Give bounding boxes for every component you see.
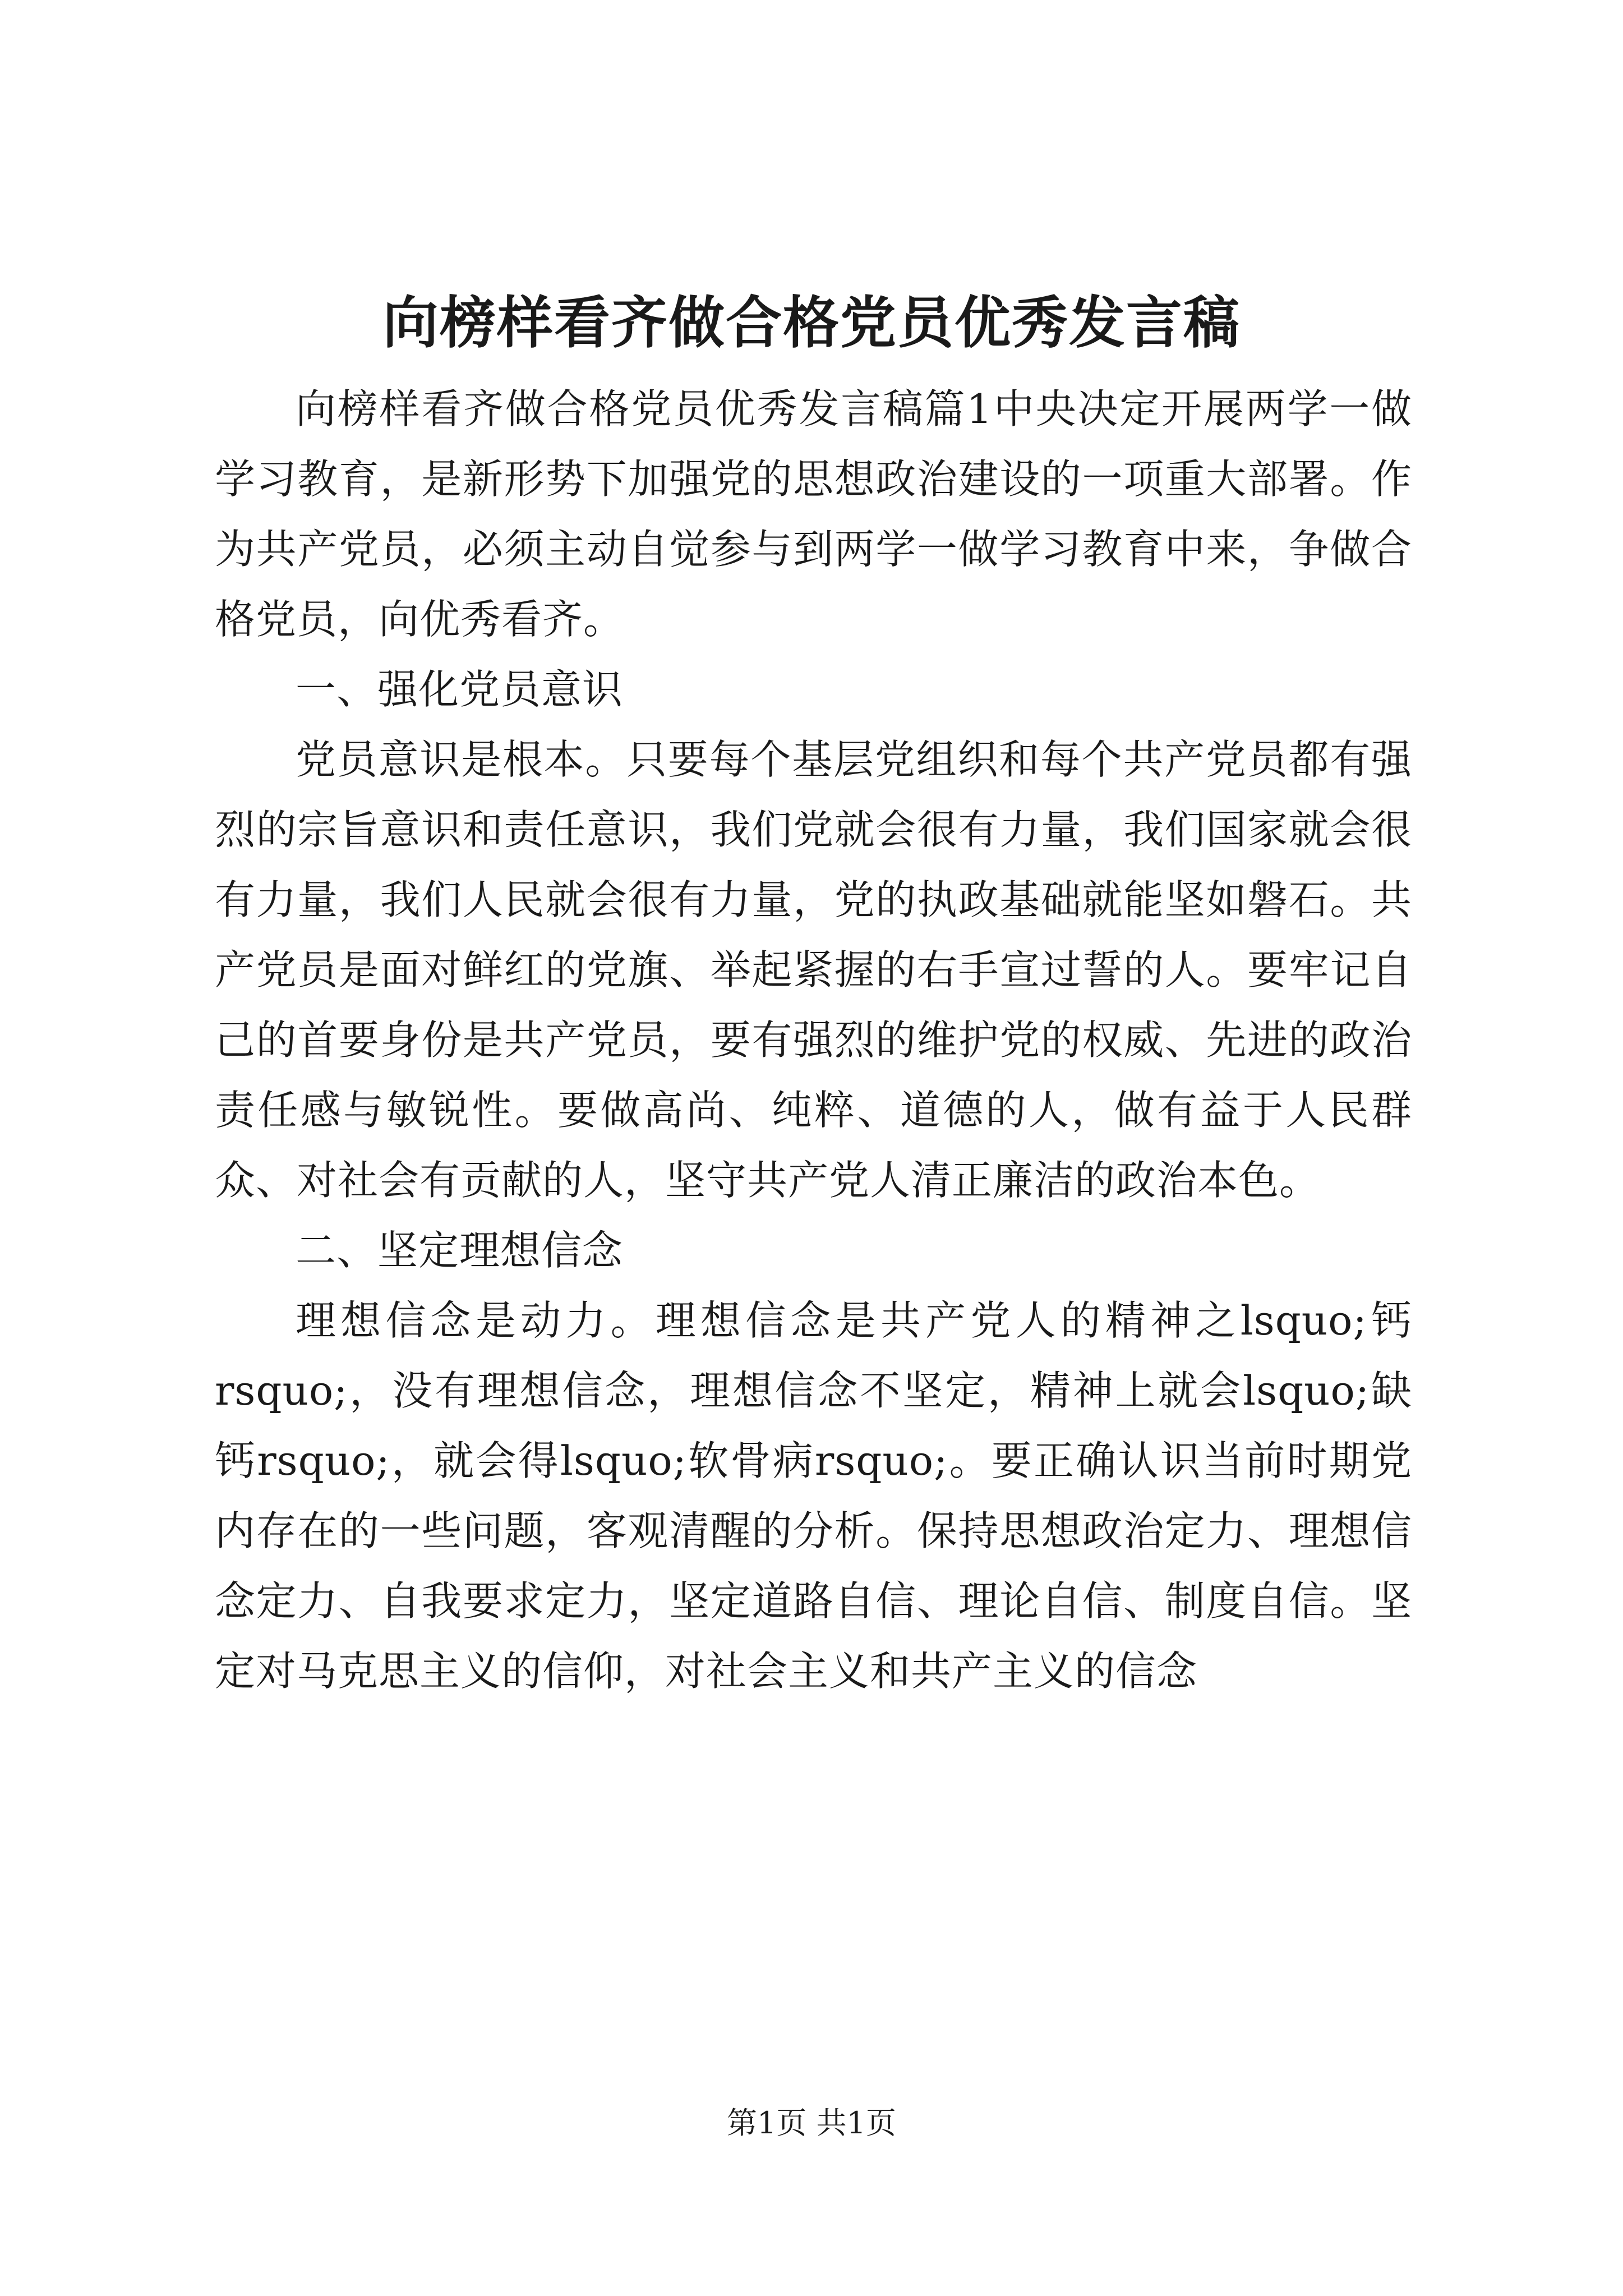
paragraph-party-awareness: 党员意识是根本。只要每个基层党组织和每个共产党员都有强烈的宗旨意识和责任意识，我们党就会很有力量，我们国家就会很有力量，我们人民就会很有力量，党的执政基础就能坚如磐石。共产党员是面对鲜红的党旗、举起紧握的右手宣过誓的人。要牢记自己的首要身份是共产党员，要有强烈的维护党的权威、先进的政治责任感与敏锐性。要做高尚、纯粹、道德的人，做有益于人民群众、对社会有贡献的人，坚守共产党人清正廉洁的政治本色。	[215, 736, 1412, 1204]
page-footer: 第1页 共1页	[727, 2105, 896, 2141]
section-heading-1: 一、强化党员意识	[296, 666, 624, 713]
section-heading-2: 二、坚定理想信念	[296, 1227, 624, 1274]
paragraph-intro: 向榜样看齐做合格党员优秀发言稿篇1中央决定开展两学一做学习教育，是新形势下加强党的思想政治建设的一项重大部署。作为共产党员，必须主动自觉参与到两学一做学习教育中来，争做合格党员，向优秀看齐。	[215, 385, 1412, 643]
document-body	[215, 374, 1412, 1706]
document-title: 向榜样看齐做合格党员优秀发言稿	[382, 289, 1241, 356]
paragraph-ideals-beliefs: 理想信念是动力。理想信念是共产党人的精神之lsquo;钙rsquo;，没有理想信念，理想信念不坚定，精神上就会lsquo;缺钙rsquo;，就会得lsquo;软骨病rsquo;。要正确认识当前时期党内存在的一些问题，客观清醒的分析。保持思想政治定力、理想信念定力、自我要求定力，坚定道路自信、理论自信、制度自信。坚定对马克思主义的信仰，对社会主义和共产主义的信念	[215, 1297, 1412, 1695]
